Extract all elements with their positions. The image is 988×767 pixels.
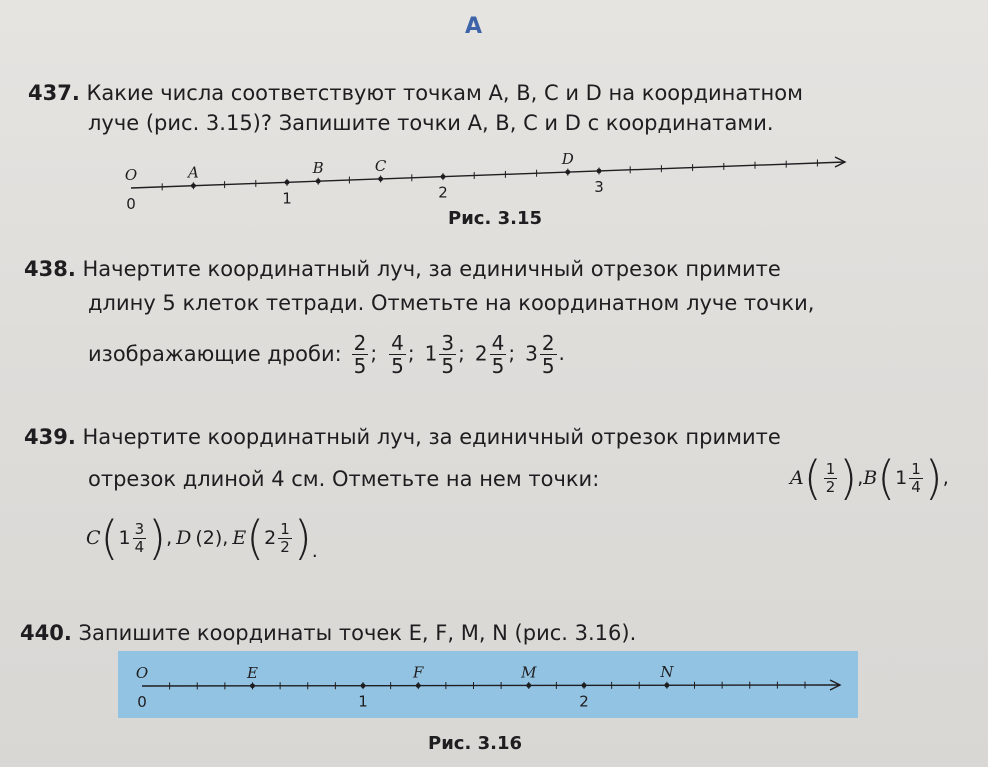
point-label: B xyxy=(312,159,324,178)
task-number: 437. xyxy=(28,81,80,105)
period: . xyxy=(311,540,318,562)
task-number: 440. xyxy=(20,621,72,645)
paren-open: ( xyxy=(803,451,822,505)
fraction-whole: 1 xyxy=(424,341,438,365)
point-c-name: C xyxy=(86,527,101,549)
tick-label: 1 xyxy=(282,189,292,208)
numerator: 2 xyxy=(541,330,555,355)
numerator: 2 xyxy=(353,330,367,355)
task-437-line2: луче (рис. 3.15)? Запишите точки A, B, C и D с координатами. xyxy=(88,111,774,135)
paren-close: ) xyxy=(839,451,858,505)
paren-close: ) xyxy=(924,451,943,505)
unit-point xyxy=(582,683,587,688)
point-a-name: A xyxy=(790,467,804,489)
paren-open: ( xyxy=(246,511,265,565)
tick-label: 0 xyxy=(126,195,136,213)
denominator: 5 xyxy=(391,353,404,378)
tick-label: 2 xyxy=(438,183,448,202)
paren-open: ( xyxy=(100,511,119,565)
numerator: 1 xyxy=(911,459,921,478)
task-text: Начертите координатный луч, за единичный отрезок примите xyxy=(82,257,781,281)
fraction-whole: 3 xyxy=(525,341,538,365)
fraction-whole: 2 xyxy=(474,341,488,365)
task-text: Какие числа соответствуют точкам A, B, C и D на координатном xyxy=(86,81,803,105)
point-b-name: B xyxy=(863,467,878,489)
numerator: 1 xyxy=(280,519,290,538)
tick-label: 0 xyxy=(137,693,147,711)
comma: , xyxy=(166,527,173,549)
tick-label: 2 xyxy=(579,692,589,711)
unit-point xyxy=(361,683,366,688)
comma: , xyxy=(857,467,864,489)
point-label: O xyxy=(135,664,149,682)
point-e-whole: 2 xyxy=(264,527,277,549)
ray-line xyxy=(142,685,840,686)
separator: ; xyxy=(508,341,516,365)
point-label: N xyxy=(660,663,674,682)
figure-caption-3-16: Рис. 3.16 xyxy=(428,733,522,754)
point-label: E xyxy=(247,663,258,682)
separator: ; xyxy=(458,341,465,365)
denominator: 4 xyxy=(911,477,921,496)
separator: ; xyxy=(370,341,378,365)
point-d-value: (2) xyxy=(195,527,223,549)
numerator: 4 xyxy=(491,330,505,355)
denominator: 5 xyxy=(491,353,505,378)
marked-point xyxy=(526,683,531,688)
tick-label: 3 xyxy=(594,177,604,196)
paren-close: ) xyxy=(293,511,312,565)
denominator: 2 xyxy=(280,537,290,556)
comma: , xyxy=(942,467,949,489)
task-438-line2: длину 5 клеток тетради. Отметьте на координатном луче точки, xyxy=(88,291,815,315)
numerator: 1 xyxy=(825,459,836,478)
denominator: 5 xyxy=(353,353,367,378)
point-d-name: D xyxy=(176,527,192,549)
point-label: M xyxy=(521,663,537,682)
point-label: D xyxy=(561,150,574,169)
denominator: 5 xyxy=(441,353,455,378)
point-label: F xyxy=(413,663,424,682)
task-text: Начертите координатный луч, за единичный отрезок примите xyxy=(82,425,781,449)
denominator: 2 xyxy=(825,477,836,496)
point-c-whole: 1 xyxy=(118,527,131,549)
task-text: изображающие дроби: xyxy=(88,342,342,366)
point-label: O xyxy=(124,166,138,184)
numerator: 4 xyxy=(391,330,404,355)
section-letter: А xyxy=(465,14,483,39)
figure-caption-3-15: Рис. 3.15 xyxy=(448,208,542,229)
task-text: Запишите координаты точек E, F, M, N (рис. 3.16). xyxy=(78,621,637,645)
task-number: 439. xyxy=(24,425,76,449)
comma: , xyxy=(222,527,229,549)
point-label: A xyxy=(187,163,199,182)
numerator: 3 xyxy=(441,330,455,355)
marked-point xyxy=(250,683,255,688)
paren-open: ( xyxy=(877,451,896,505)
point-e-name: E xyxy=(232,527,247,549)
denominator: 4 xyxy=(134,537,145,556)
marked-point xyxy=(416,683,421,688)
paren-close: ) xyxy=(148,511,167,565)
marked-point xyxy=(664,683,669,688)
task-439-line2: отрезок длиной 4 см. Отметьте на нем точки: xyxy=(88,467,600,491)
point-b-whole: 1 xyxy=(895,467,908,489)
numerator: 3 xyxy=(134,519,145,538)
tick-label: 1 xyxy=(358,692,368,711)
denominator: 5 xyxy=(541,353,555,378)
point-label: C xyxy=(374,156,387,175)
separator: . xyxy=(558,341,565,365)
task-number: 438. xyxy=(24,257,76,281)
separator: ; xyxy=(407,341,415,365)
